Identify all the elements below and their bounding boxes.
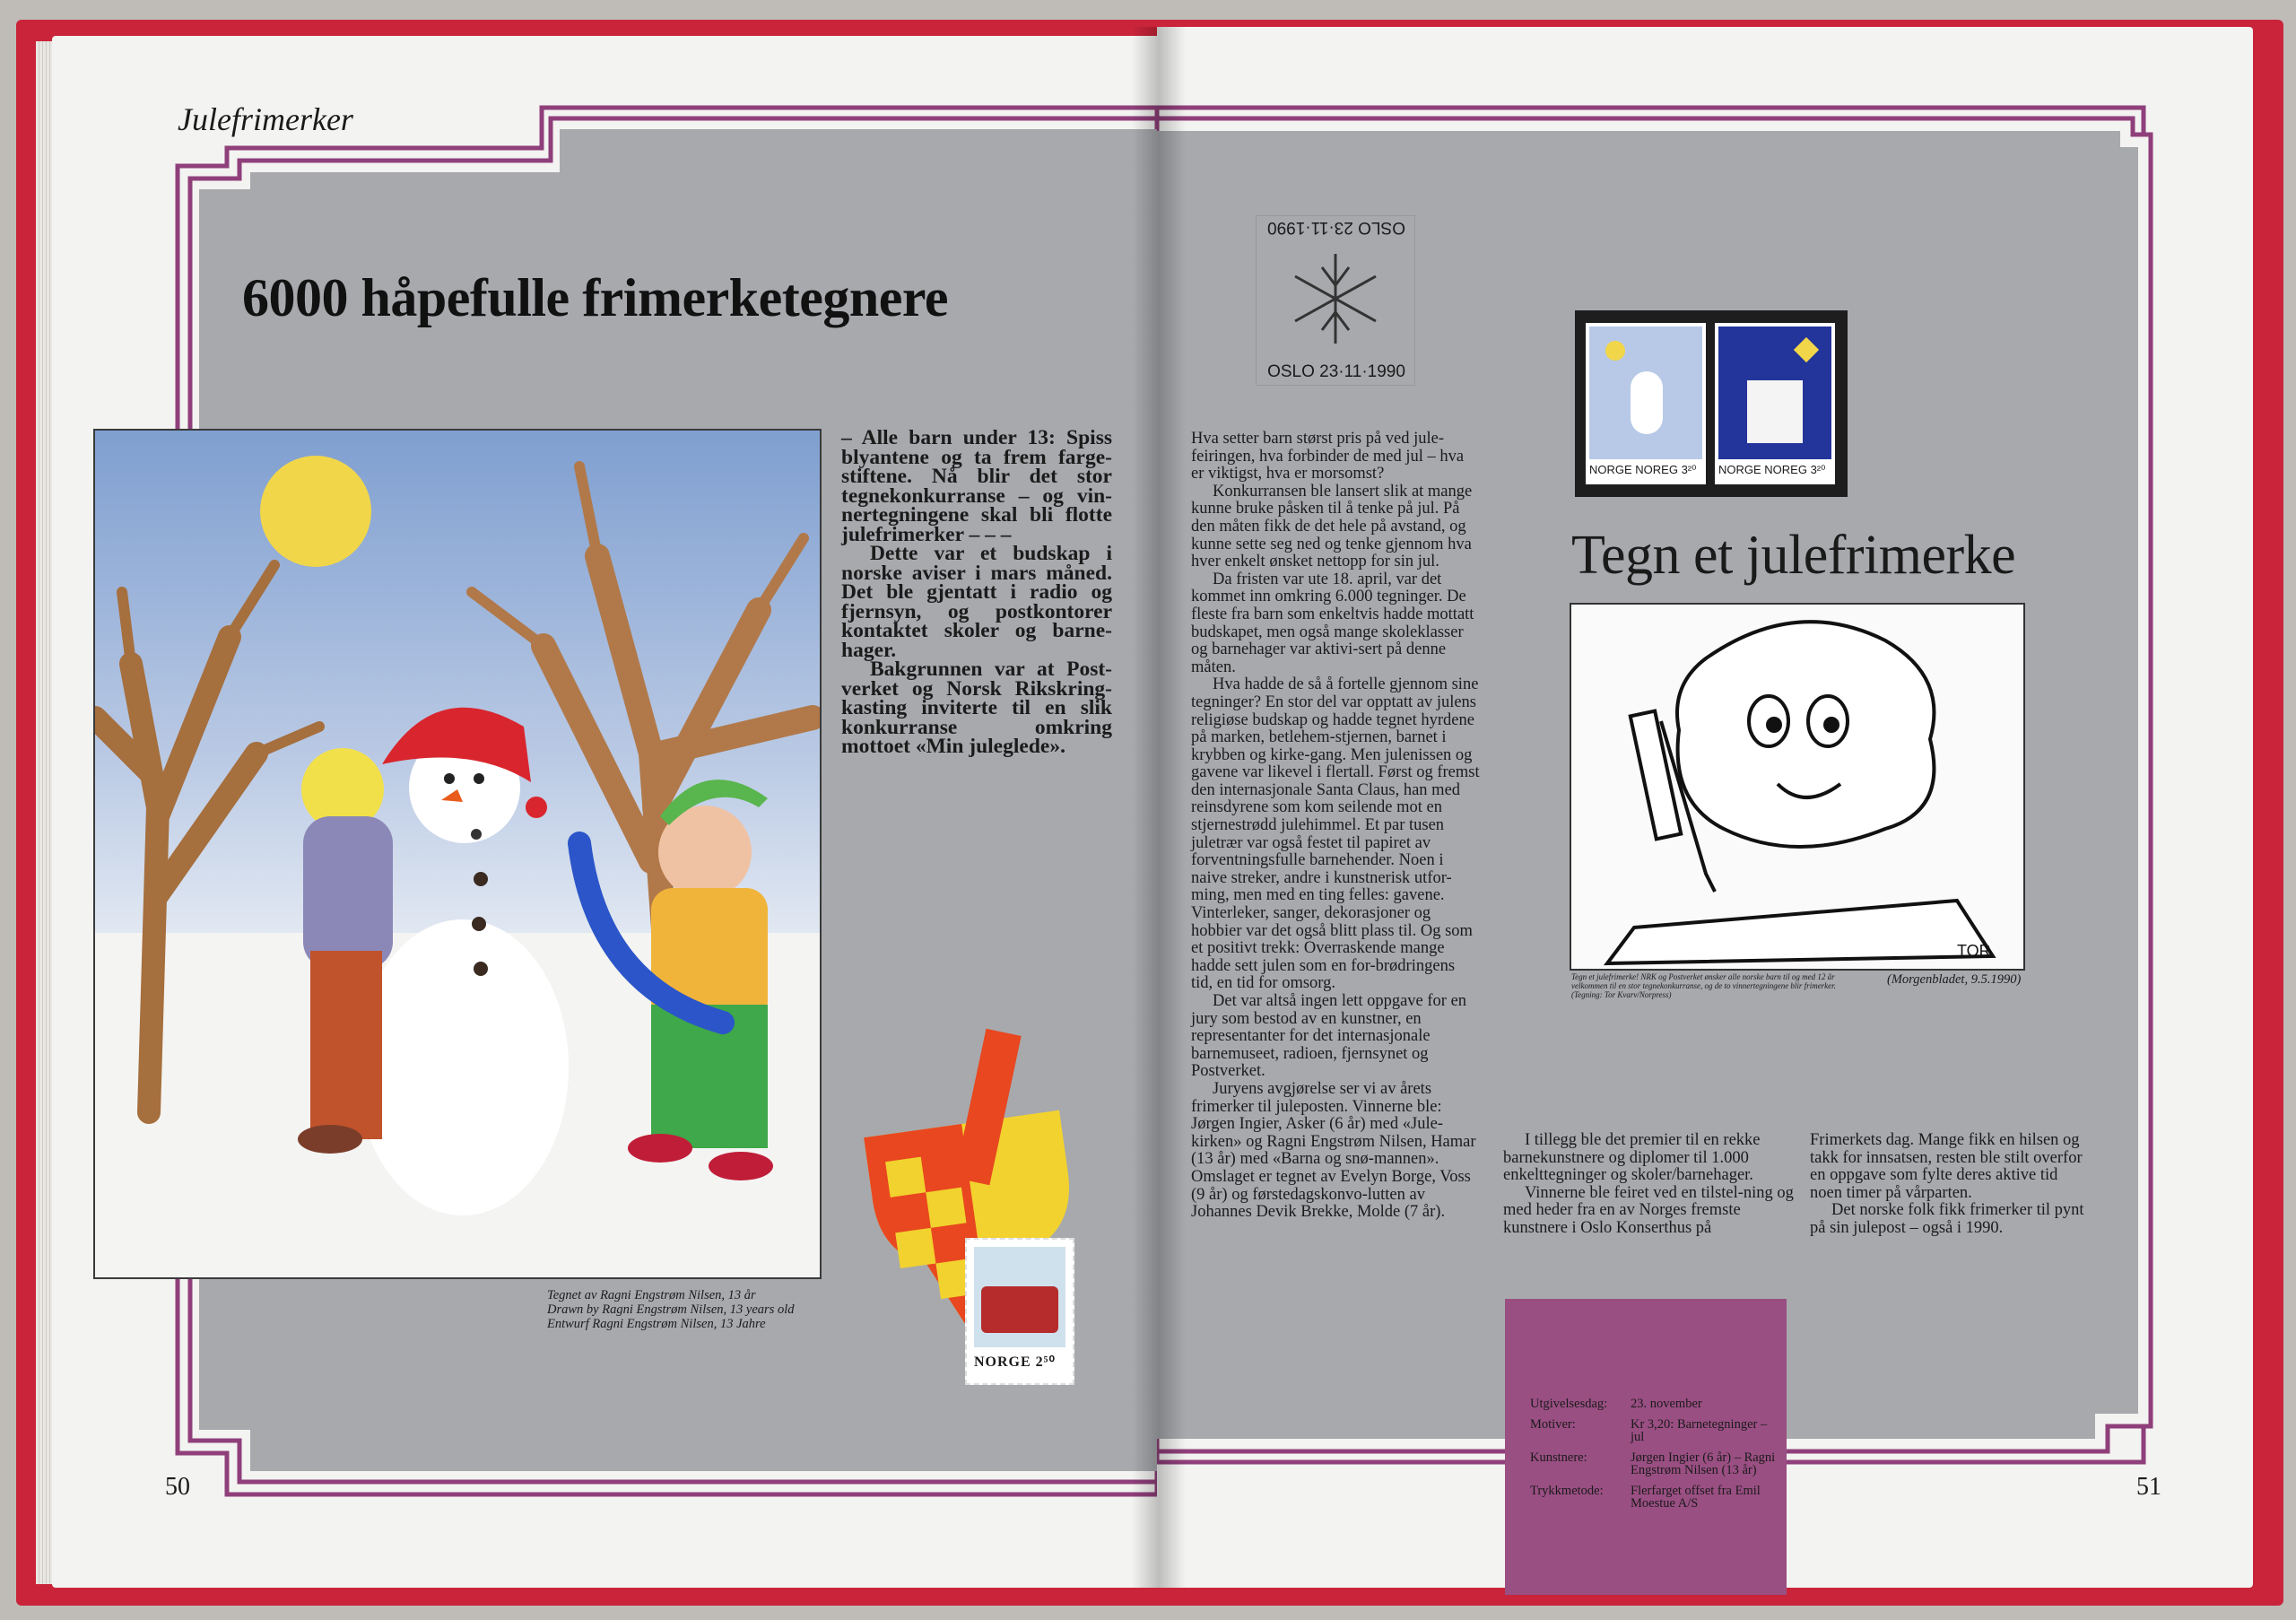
body-paragraph: Juryens avgjørelse ser vi av årets frimerker til juleposten. Vinnerne ble: Jørgen Ingier, Asker (6 år) med «Jule-kirken» og Ragni Engstrøm Nilsen, Hamar (13 år) med «Barna og snø-mannen». Omslaget er tegnet av Evelyn Borge, Voss (9 år) og førstedagskonvo-lutten av Johannes Devik Brekke, Molde (7 år). (1191, 1079, 1476, 1222)
info-label: Motiver: (1530, 1416, 1576, 1432)
body-paragraph: Det var altså ingen lett oppgave for en jury som bestod av en kunstner, en representanter for det internasjonale barnemuseet, radioen, fjernsynet og Postverket. (1191, 992, 1467, 1081)
info-value: Flerfarget offset fra Emil Moestue A/S (1631, 1483, 1761, 1511)
stamp-value: NORGE 2⁵⁰ (974, 1354, 1056, 1370)
cartoon-signature: TOR (1957, 942, 1991, 960)
stamp-church (1715, 323, 1835, 484)
info-label: Kunstnere: (1530, 1450, 1587, 1465)
postmark-text-bottom: OSLO 23·11·1990 (1267, 362, 1405, 381)
info-value: Jørgen Ingier (6 år) – Ragni Engstrøm Nilsen (13 år) (1631, 1450, 1776, 1477)
body-paragraph: Konkurransen ble lansert slik at mange kunne bruke påsken til å tenke på jul. På den måten fikk de det hele på avstand, og kunne sette seg ned og tenke gjennom hva hver enkelt ønsket nettopp for sin jul. (1191, 482, 1473, 571)
stamp-label: NORGE NOREG 3²⁰ (1718, 463, 1826, 476)
stamp-pair (1575, 310, 1848, 497)
body-paragraph: Frimerkets dag. Mange fikk en hilsen og takk for innsatsen, resten ble stilt overfor en oppgave som fylte deres aktive tid noen timer på vårparten. (1810, 1131, 2083, 1202)
painting-caption (547, 1288, 795, 1331)
caption-line: Drawn by Ragni Engstrøm Nilsen, 13 years old (547, 1302, 795, 1317)
child-painting-snowman (93, 429, 822, 1279)
stamp-church-art (1718, 327, 1831, 459)
snowflake-icon (1277, 249, 1394, 348)
stamp-illustration (974, 1247, 1065, 1347)
section-title: Tegn et julefrimerke (1571, 525, 2016, 586)
info-value: Kr 3,20: Barnetegninger – jul (1631, 1416, 1768, 1444)
stamp-info (1530, 1398, 1778, 1518)
body-paragraph: Vinnerne ble feiret ved en tilstel-ning og med heder fra en av Norges fremste kunstnere i Oslo Konserthus på (1503, 1183, 1794, 1237)
woven-heart-image (839, 1024, 1109, 1401)
running-head: Julefrimerker (178, 101, 353, 137)
page-number-right: 51 (2136, 1473, 2161, 1501)
caption-line: Tegnet av Ragni Engstrøm Nilsen, 13 år (547, 1288, 756, 1302)
cartoon-drawing (1570, 603, 2025, 971)
body-column-1 (1191, 431, 1480, 1222)
lead-paragraph: – Alle barn under 13: Spiss blyantene og ta frem farge-stiftene. Nå blir det stor tegnekonkurranse – og vin-nertegningene skal bli flotte julefrimerker – – – (841, 426, 1112, 546)
body-paragraph: Hva setter barn størst pris på ved jule-feiringen, hva forbinder de med jul – hva er viktigst, hva er morsomst? (1191, 430, 1465, 483)
stamp-label: NORGE NOREG 3²⁰ (1589, 463, 1697, 476)
first-day-postmark (1256, 215, 1417, 386)
christmas-stamp (965, 1238, 1074, 1385)
body-paragraph: Da fristen var ute 18. april, var det kommet inn omkring 6.000 tegninger. De fleste fra barn som enkeltvis hadde mottatt budskapet, men også mange skoleklasser og barnehager var aktivi-sert på denne måten. (1191, 570, 1474, 676)
lead-paragraph: Bakgrunnen var at Post-verket og Norsk Rikskring-kasting inviterte til en slik konkurranse omkring mottoet «Min juleglede». (841, 658, 1112, 758)
page-number-left: 50 (165, 1473, 190, 1501)
body-paragraph: Det norske folk fikk frimerker til pynt på sin julepost – også i 1990. (1810, 1201, 2084, 1237)
page-title: 6000 håpefulle frimerketegnere (242, 268, 949, 327)
body-paragraph: Hva hadde de så å fortelle gjennom sine tegninger? En stor del var opptatt av julens religiøse budskap og hadde tegnet hyrdene på marken, betlehem-stjernen, barnet i krybben og kirke-gang. Men julenissen og gavene var likevel i flertall. Først og fremst den internasjonale Santa Claus, han med reinsdyrene som kom seilende mot en stjernestrødd julehimmel. Et par tusen juletrær var også festet til papiret av forventningsfulle barnehender. Noen i naive streker, andre i kunstnerisk utfor-ming, men med en ting felles: gavene. Vinterleker, sanger, dekorasjoner og hobbier var det også blitt plass til. Og som et positivt trekk: Overraskende mange hadde sett julen som en for-brødringens tid, en tid for omsorg. (1191, 675, 1480, 993)
cartoon-source: (Morgenbladet, 9.5.1990) (1887, 972, 2022, 987)
lead-text (841, 426, 1112, 758)
lead-paragraph: Dette var et budskap i norske aviser i mars måned. Det ble gjentatt i radio og fjernsyn, og postkontorer kontaktet skoler og barne-hager. (841, 542, 1112, 662)
body-column-2 (1503, 1132, 1796, 1238)
body-paragraph: I tillegg ble det premier til en rekke barnekunstnere og diplomer til 1.000 enkelttegninger og skoler/barnehager. (1503, 1131, 1761, 1185)
info-label: Trykkmetode: (1530, 1483, 1604, 1498)
stamp-snowman-art (1589, 327, 1702, 459)
info-row (1530, 1398, 1778, 1411)
info-value: 23. november (1631, 1397, 1702, 1411)
info-row (1530, 1418, 1778, 1444)
info-row (1530, 1451, 1778, 1477)
info-label: Utgivelsesdag: (1530, 1397, 1608, 1411)
cartoon-note: Tegn et julefrimerke! NRK og Postverket ønsker alle norske barn til og med 12 år velkommen til en stor tegnekonkurranse, og de to vinnertegningene blir frimerker. (Tegning: Tor Kvarv/Norpress) (1571, 972, 1836, 999)
stamp-snowman (1586, 323, 1706, 484)
body-column-3 (1810, 1132, 2092, 1238)
info-row (1530, 1485, 1778, 1511)
postmark-text-top: OSLO 23·11·1990 (1267, 218, 1405, 237)
book-spine-shadow (1132, 27, 1186, 1588)
caption-line: Entwurf Ragni Engstrøm Nilsen, 13 Jahre (547, 1317, 766, 1331)
